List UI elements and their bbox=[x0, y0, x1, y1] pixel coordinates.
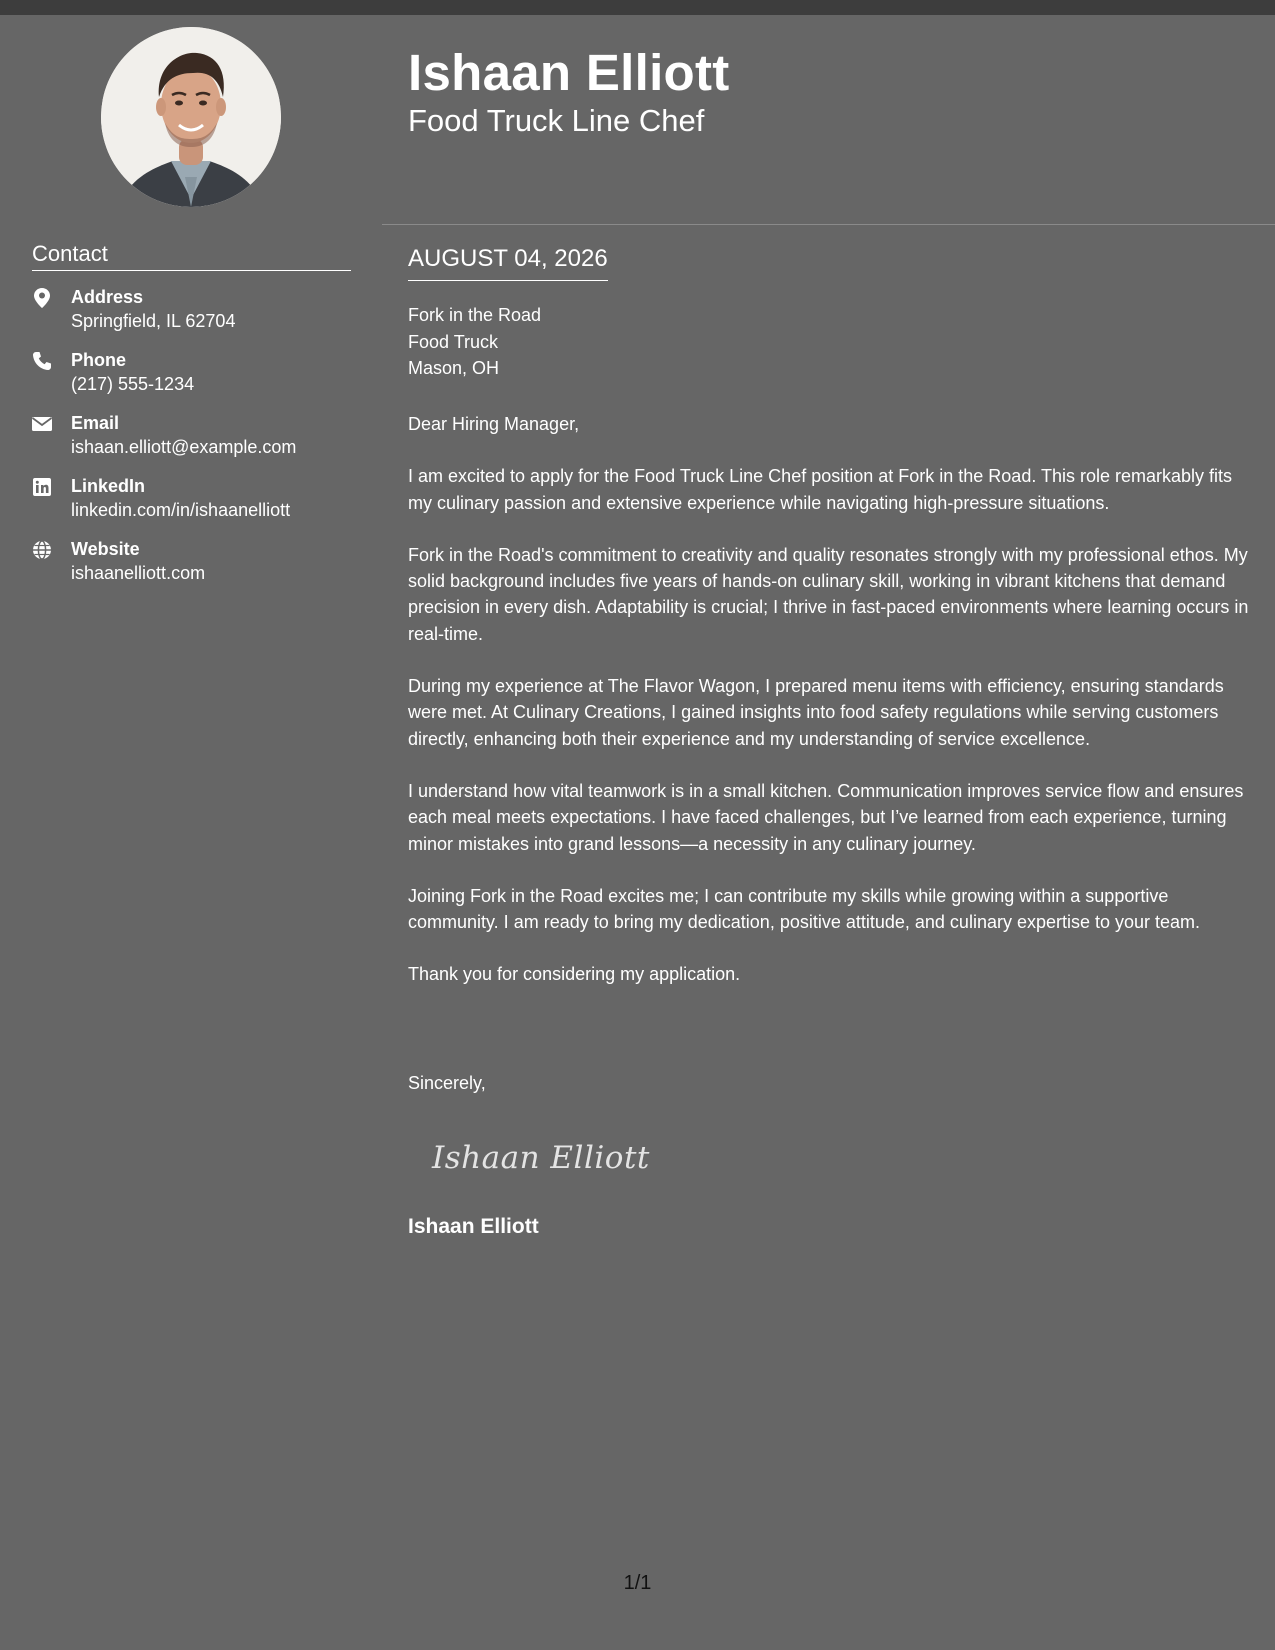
letter-paragraph: Joining Fork in the Road excites me; I can contribute my skills while growing within a supportive community. I am ready to bring my dedication, positive attitude, and culinary expertise to your team. bbox=[408, 885, 1201, 933]
letter-paragraph: I understand how vital teamwork is in a small kitchen. Communication improves service flow and ensures each meal meets expectations. I have faced challenges, but I’ve learned from each experience, turning minor mistakes into grand lessons—a necessity in any culinary journey. bbox=[408, 780, 1244, 854]
signature bbox=[430, 1128, 660, 1180]
letter-body bbox=[408, 411, 1253, 1014]
contact-item-phone bbox=[32, 348, 362, 411]
avatar bbox=[101, 27, 281, 207]
recipient-line: Fork in the Road bbox=[408, 305, 542, 325]
recipient-block bbox=[408, 302, 541, 382]
letter-paragraph: I am excited to apply for the Food Truck Line Chef position at Fork in the Road. This role remarkably fits my culinary passion and extensive experience while navigating high-pressure situations. bbox=[408, 466, 1233, 513]
contact-label: Email bbox=[71, 413, 120, 433]
contact-item-website bbox=[32, 537, 362, 600]
top-bar bbox=[0, 0, 1275, 15]
recipient-line: Mason, OH bbox=[408, 358, 500, 378]
contact-item-address bbox=[32, 285, 362, 348]
contact-item-linkedin bbox=[32, 474, 362, 537]
signature-image bbox=[430, 1128, 660, 1180]
envelope-icon bbox=[32, 414, 52, 434]
linkedin-value: linkedin.com/in/ishaanelliott bbox=[71, 500, 291, 520]
contact-list bbox=[32, 285, 362, 600]
globe-icon bbox=[32, 540, 52, 560]
contact-label: Phone bbox=[71, 350, 127, 370]
sidebar bbox=[0, 15, 382, 1650]
contact-label: LinkedIn bbox=[71, 476, 146, 496]
linkedin-icon bbox=[32, 477, 52, 497]
signer-name: Ishaan Elliott bbox=[408, 1215, 539, 1238]
applicant-name: Ishaan Elliott bbox=[408, 44, 730, 101]
contact-item-email bbox=[32, 411, 362, 474]
letter-paragraph: Fork in the Road's commitment to creativity and quality resonates strongly with my professional ethos. My solid background includes five years of hands-on culinary skill, working in vibrant kitchens that demand precision in every dish. Adaptability is crucial; I thrive in fast-paced environments where learning occurs in real-time. bbox=[408, 544, 1249, 644]
contact-label: Address bbox=[71, 287, 144, 307]
closing: Sincerely, bbox=[408, 1073, 486, 1093]
job-title: Food Truck Line Chef bbox=[408, 103, 705, 138]
page-number: 1/1 bbox=[623, 1572, 652, 1594]
header-divider bbox=[382, 224, 1275, 225]
website-value: ishaanelliott.com bbox=[71, 563, 206, 583]
email-value: ishaan.elliott@example.com bbox=[71, 437, 297, 457]
svg-text:Ishaan Elliott: Ishaan Elliott bbox=[432, 1140, 650, 1176]
phone-value: (217) 555-1234 bbox=[71, 374, 195, 394]
phone-icon bbox=[32, 351, 52, 371]
letter-paragraph: Thank you for considering my application. bbox=[408, 964, 741, 985]
letter-date: AUGUST 04, 2026 bbox=[408, 244, 608, 281]
letter-paragraph: During my experience at The Flavor Wagon, I prepared menu items with efficiency, ensuring standards were met. At Culinary Creations, I gained insights into food safety regulations while serving customers directly, enhancing both their experience and my understanding of service excellence. bbox=[408, 676, 1224, 749]
salutation: Dear Hiring Manager, bbox=[408, 414, 580, 434]
map-pin-icon bbox=[32, 288, 52, 308]
contact-heading: Contact bbox=[32, 241, 351, 271]
profile-photo bbox=[101, 27, 281, 207]
address-value: Springfield, IL 62704 bbox=[71, 311, 236, 331]
contact-label: Website bbox=[71, 539, 140, 559]
recipient-line: Food Truck bbox=[408, 331, 499, 352]
